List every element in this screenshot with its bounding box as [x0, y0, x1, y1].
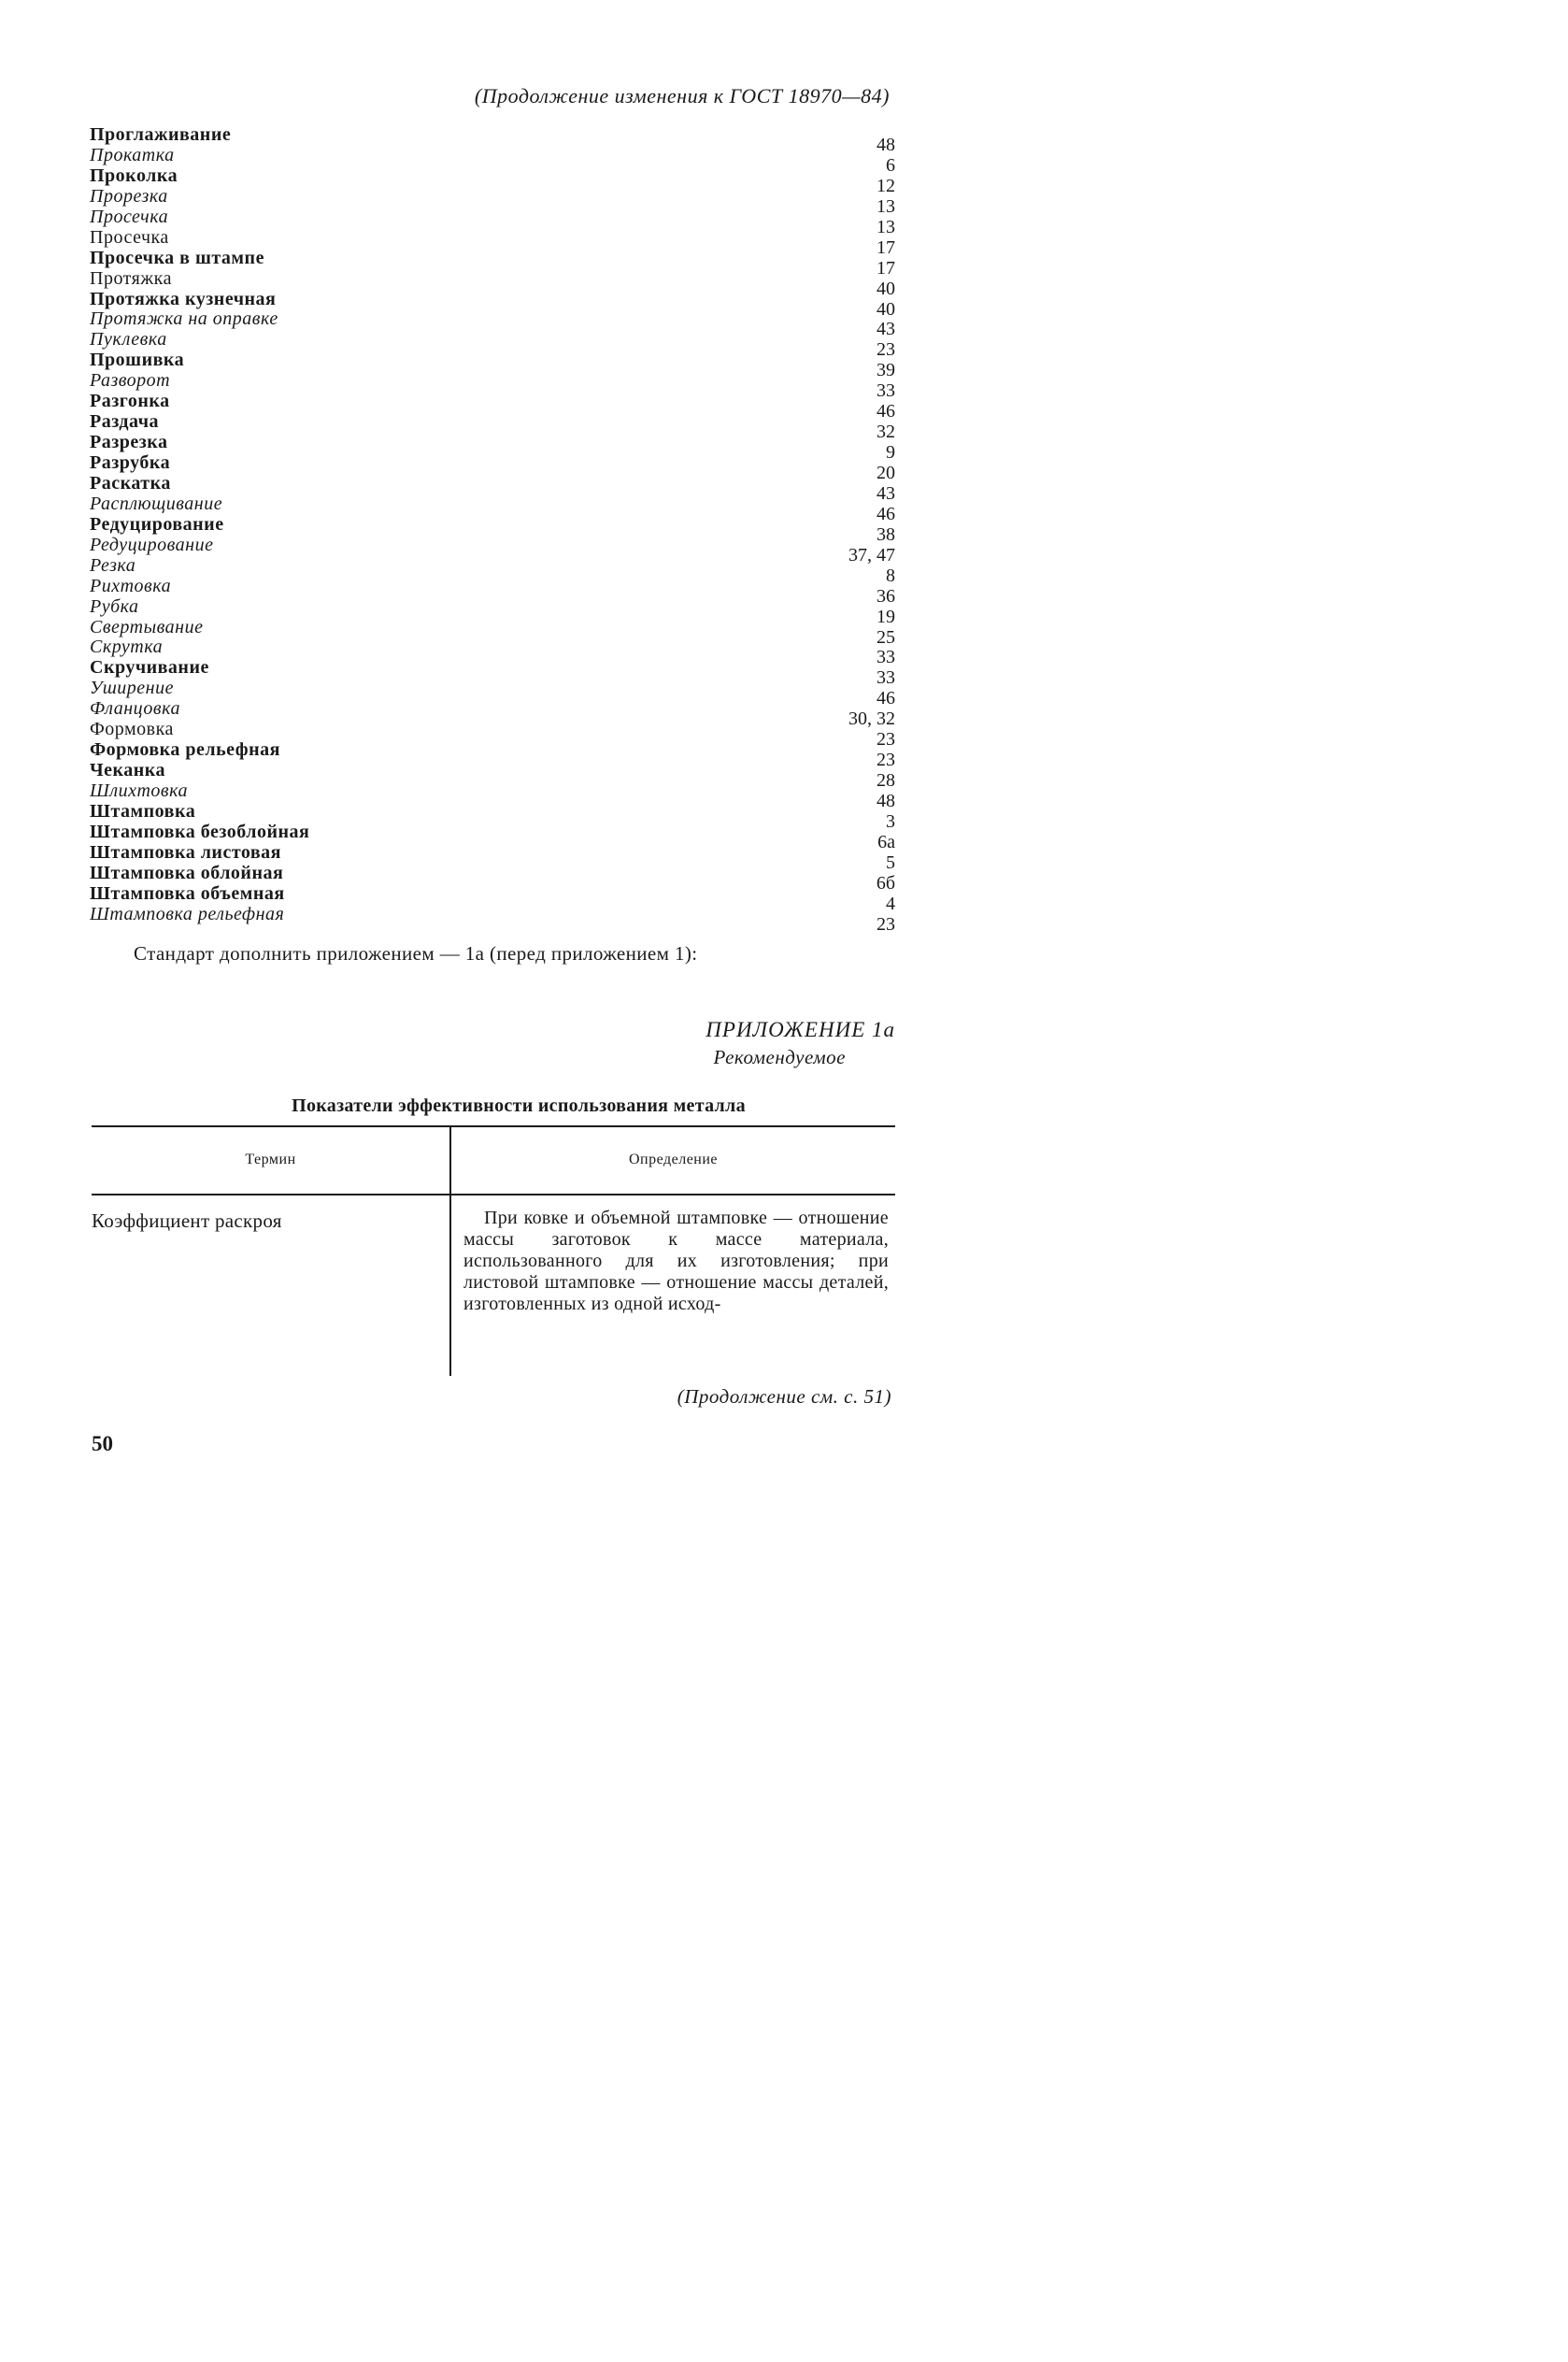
index-term: Рубка: [90, 595, 139, 617]
index-page-ref: 33: [877, 380, 895, 402]
index-term: Разрезка: [90, 432, 168, 453]
index-term: Чеканка: [90, 760, 166, 781]
index-term: Штамповка объемная: [90, 882, 285, 904]
index-page-ref: 48: [877, 135, 895, 155]
index-page-ref: 33: [877, 647, 895, 668]
index-page-ref: 20: [877, 463, 895, 483]
index-page-ref: 6а: [877, 831, 895, 852]
index-term: Скрутка: [90, 637, 164, 658]
index-page-ref: 17: [877, 257, 895, 279]
index-term: Просечка в штампе: [90, 247, 264, 268]
index-term: Формовка: [90, 719, 174, 740]
index-page-ref: 32: [877, 422, 895, 443]
index-page-ref: 46: [877, 401, 895, 422]
continuation-header: (Продолжение изменения к ГОСТ 18970—84): [474, 84, 890, 107]
index-term: Штамповка рельефная: [90, 903, 285, 924]
index-page-ref: 8: [886, 565, 895, 586]
index-page-ref: 40: [877, 298, 895, 320]
term-index-list: [90, 124, 895, 935]
index-term: Просечка: [90, 206, 169, 227]
index-row: [90, 903, 895, 935]
column-header-definition: Определение: [628, 1152, 719, 1167]
table-caption: Показатели эффективности использования металла: [292, 1095, 746, 1116]
index-page-ref: 19: [877, 606, 895, 627]
index-term: Фланцовка: [90, 698, 180, 720]
index-term: Пуклевка: [90, 329, 167, 351]
index-term: Уширение: [90, 678, 174, 699]
index-term: Прошивка: [90, 350, 185, 371]
index-page-ref: 33: [877, 667, 895, 689]
index-term: Расплющивание: [90, 493, 223, 514]
index-page-ref: 48: [877, 791, 895, 811]
index-term: Протяжка: [90, 267, 172, 289]
index-term: Прокатка: [90, 144, 175, 165]
table-header-rule: [92, 1194, 895, 1195]
index-page-ref: 6б: [876, 872, 895, 894]
index-page-ref: 46: [877, 503, 895, 524]
index-page-ref: 37, 47: [848, 544, 895, 565]
appendix-status: Рекомендуемое: [713, 1046, 846, 1068]
appendix-title: ПРИЛОЖЕНИЕ 1а: [706, 1018, 895, 1041]
index-term: Протяжка кузнечная: [90, 288, 277, 309]
index-page-ref: 4: [886, 893, 895, 914]
index-page-ref: 9: [886, 442, 895, 464]
index-page-ref: 23: [877, 339, 895, 361]
index-term: Проглаживание: [90, 124, 232, 145]
index-term: Разрубка: [90, 452, 171, 473]
index-page-ref: 3: [886, 810, 895, 832]
index-term: Разгонка: [90, 391, 170, 412]
table-cell-definition: При ковке и объемной штамповке — отношение массы заготовок к массе материала, использованного для их изготовления; при листовой штамповке — отношение массы деталей, изготовленных из одной исход-: [463, 1208, 889, 1314]
index-term: Рихтовка: [90, 575, 172, 596]
index-term: Раздача: [90, 411, 159, 433]
index-term: Раскатка: [90, 472, 171, 494]
index-page-ref: 39: [877, 360, 895, 381]
index-page-ref: 23: [877, 913, 895, 935]
index-page-ref: 46: [877, 688, 895, 709]
index-page-ref: 23: [877, 750, 895, 771]
index-term: Штамповка: [90, 800, 196, 822]
index-term: Редуцирование: [90, 534, 214, 555]
index-row: [90, 206, 895, 237]
page-number: 50: [92, 1432, 113, 1455]
table-cell-term: Коэффициент раскроя: [92, 1210, 282, 1232]
definitions-table: [92, 1125, 895, 1368]
index-term: Резка: [90, 554, 136, 576]
amendment-note: Стандарт дополнить приложением — 1а (перед приложением 1):: [134, 942, 698, 965]
index-page-ref: 6: [886, 154, 895, 176]
index-page-ref: 25: [877, 626, 895, 648]
index-term: Скручивание: [90, 657, 209, 679]
index-page-ref: 36: [877, 585, 895, 607]
index-term: Разворот: [90, 370, 171, 392]
index-page-ref: 23: [877, 729, 895, 751]
index-page-ref: 5: [886, 852, 895, 873]
index-term: Формовка рельефная: [90, 739, 280, 761]
index-term: Протяжка на оправке: [90, 308, 278, 330]
index-page-ref: 28: [877, 770, 895, 792]
index-term: Просечка: [90, 226, 169, 248]
index-page-ref: 13: [877, 195, 895, 217]
index-page-ref: 43: [877, 319, 895, 340]
index-term: Свертывание: [90, 616, 204, 637]
index-page-ref: 40: [877, 278, 895, 299]
index-page-ref: 12: [877, 175, 895, 196]
index-term: Штамповка безоблойная: [90, 821, 310, 842]
continued-note: (Продолжение см. с. 51): [677, 1385, 891, 1408]
index-page-ref: 17: [877, 236, 895, 258]
index-page-ref: 43: [877, 482, 895, 504]
index-page-ref: 30, 32: [848, 709, 895, 730]
table-top-rule: [92, 1125, 895, 1127]
index-term: Штамповка листовая: [90, 841, 282, 863]
index-term: Штамповка облойная: [90, 862, 284, 883]
index-term: Проколка: [90, 165, 178, 186]
index-term: Прорезка: [90, 185, 168, 207]
index-term: Редуцирование: [90, 513, 224, 535]
index-term: Шлихтовка: [90, 780, 188, 801]
index-page-ref: 13: [877, 216, 895, 237]
column-header-term: Термин: [245, 1152, 296, 1167]
index-page-ref: 38: [877, 523, 895, 545]
